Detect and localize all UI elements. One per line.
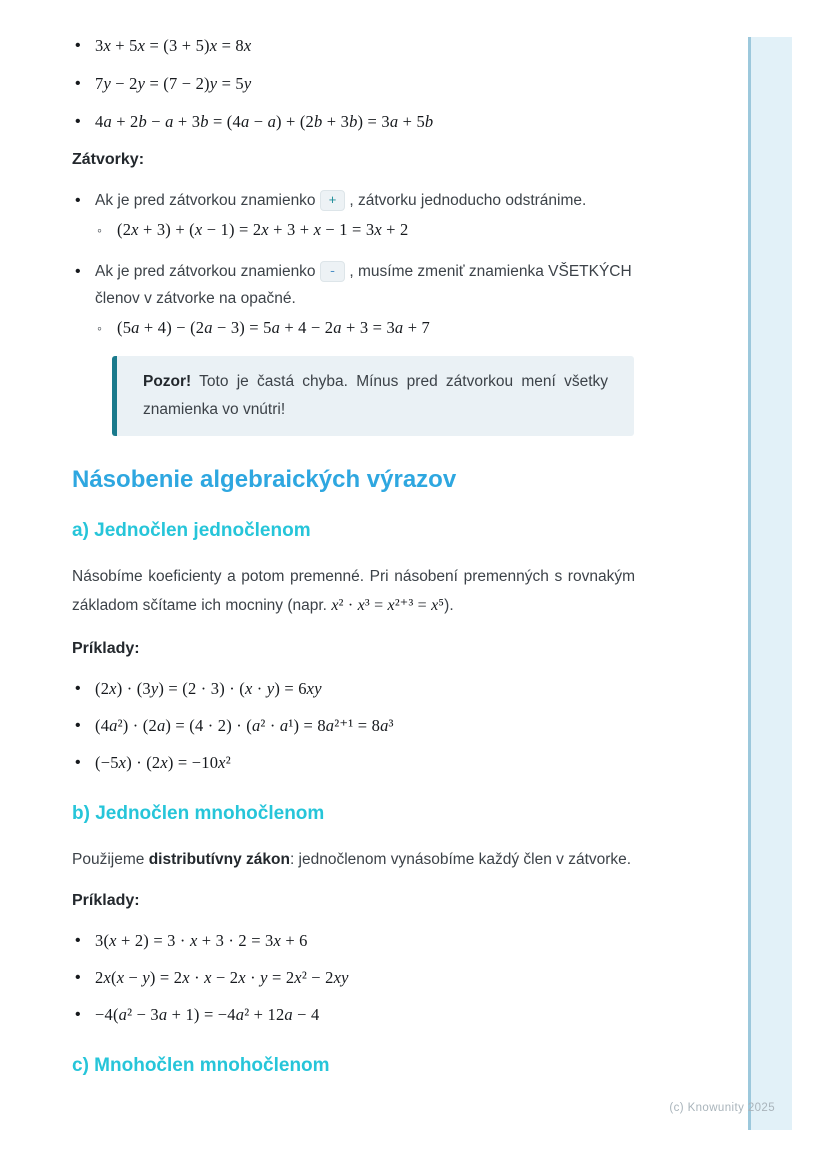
list-item <box>72 928 635 955</box>
math-expression: (2x) · (3y) = (2 · 3) · (x · y) = 6xy <box>95 679 322 698</box>
subsection-title-c: c) Mnohočlen mnohočlenom <box>72 1055 330 1076</box>
minus-sign-badge: - <box>320 261 346 282</box>
math-expression: 2x(x − y) = 2x · x − 2x · y = 2x² − 2xy <box>95 968 349 987</box>
para-text-before: Násobíme koeficienty a potom premenné. Pri násobení premenných s rovnakým základom sčítame ich mocniny (napr. <box>72 568 635 614</box>
zatvorky-label: Zátvorky: <box>72 151 145 168</box>
math-expression: 3(x + 2) = 3 · x + 3 · 2 = 3x + 6 <box>95 931 308 950</box>
examples-list-b <box>72 928 635 1029</box>
math-expression: 4a + 2b − a + 3b = (4a − a) + (2b + 3b) = 3a + 5b <box>95 112 434 131</box>
warning-callout <box>112 356 634 436</box>
math-expression: 7y − 2y = (7 − 2)y = 5y <box>95 74 252 93</box>
list-item <box>72 676 635 703</box>
math-expression: 3x + 5x = (3 + 5)x = 8x <box>95 36 252 55</box>
rule-text-after: , musíme zmeniť znamienka VŠETKÝCH členov v zátvorke na opačné. <box>95 263 632 307</box>
priklady-label-a: Príklady: <box>72 640 140 657</box>
callout-bold: Pozor! <box>143 373 192 390</box>
subsection-title-b: b) Jednočlen mnohočlenom <box>72 803 325 824</box>
math-expression: −4(a² − 3a + 1) = −4a² + 12a − 4 <box>95 1005 320 1024</box>
sub-example <box>95 315 635 342</box>
rule-text-before: Ak je pred zátvorkou znamienko <box>95 263 316 280</box>
bracket-rule-list <box>72 187 635 342</box>
math-expression: (5a + 4) − (2a − 3) = 5a + 4 − 2a + 3 = 3a + 7 <box>117 318 430 337</box>
para-text-after: : jednočlenom vynásobíme každý člen v zátvorke. <box>289 851 632 868</box>
list-item <box>72 750 635 777</box>
inline-math: x² · x³ = x²⁺³ = x⁵ <box>331 597 445 614</box>
list-item <box>72 258 635 342</box>
list-item <box>72 1002 635 1029</box>
math-expression: (2x + 3) + (x − 1) = 2x + 3 + x − 1 = 3x + 2 <box>117 220 409 239</box>
list-item <box>72 110 635 135</box>
intro-example-list <box>72 34 635 135</box>
para-text-after: ). <box>444 597 454 614</box>
plus-sign-badge: + <box>320 190 346 211</box>
paragraph-a <box>72 562 635 620</box>
para-bold-term: distributívny zákon <box>148 851 290 868</box>
list-item <box>72 72 635 97</box>
priklady-label-b: Príklady: <box>72 892 140 909</box>
rule-text-after: , zátvorku jednoducho odstránime. <box>349 192 587 209</box>
examples-list-a <box>72 676 635 777</box>
callout-text: Toto je častá chyba. Mínus pred zátvorkou mení všetky znamienka vo vnútri! <box>143 373 608 418</box>
subsection-title-a: a) Jednočlen jednočlenom <box>72 520 311 541</box>
list-item <box>72 34 635 59</box>
section-title-nasobenie: Násobenie algebraických výrazov <box>72 466 457 493</box>
list-item <box>72 713 635 740</box>
list-item <box>72 187 635 244</box>
math-expression: (−5x) · (2x) = −10x² <box>95 753 231 772</box>
sub-example <box>95 217 635 244</box>
para-text-before: Použijeme <box>72 851 149 868</box>
list-item <box>72 965 635 992</box>
paragraph-b <box>72 845 635 874</box>
math-expression: (4a²) · (2a) = (4 · 2) · (a² · a¹) = 8a²⁺¹ = 8a³ <box>95 716 394 735</box>
footer-credit: (c) Knowunity 2025 <box>669 1102 775 1114</box>
rule-text-before: Ak je pred zátvorkou znamienko <box>95 192 316 209</box>
